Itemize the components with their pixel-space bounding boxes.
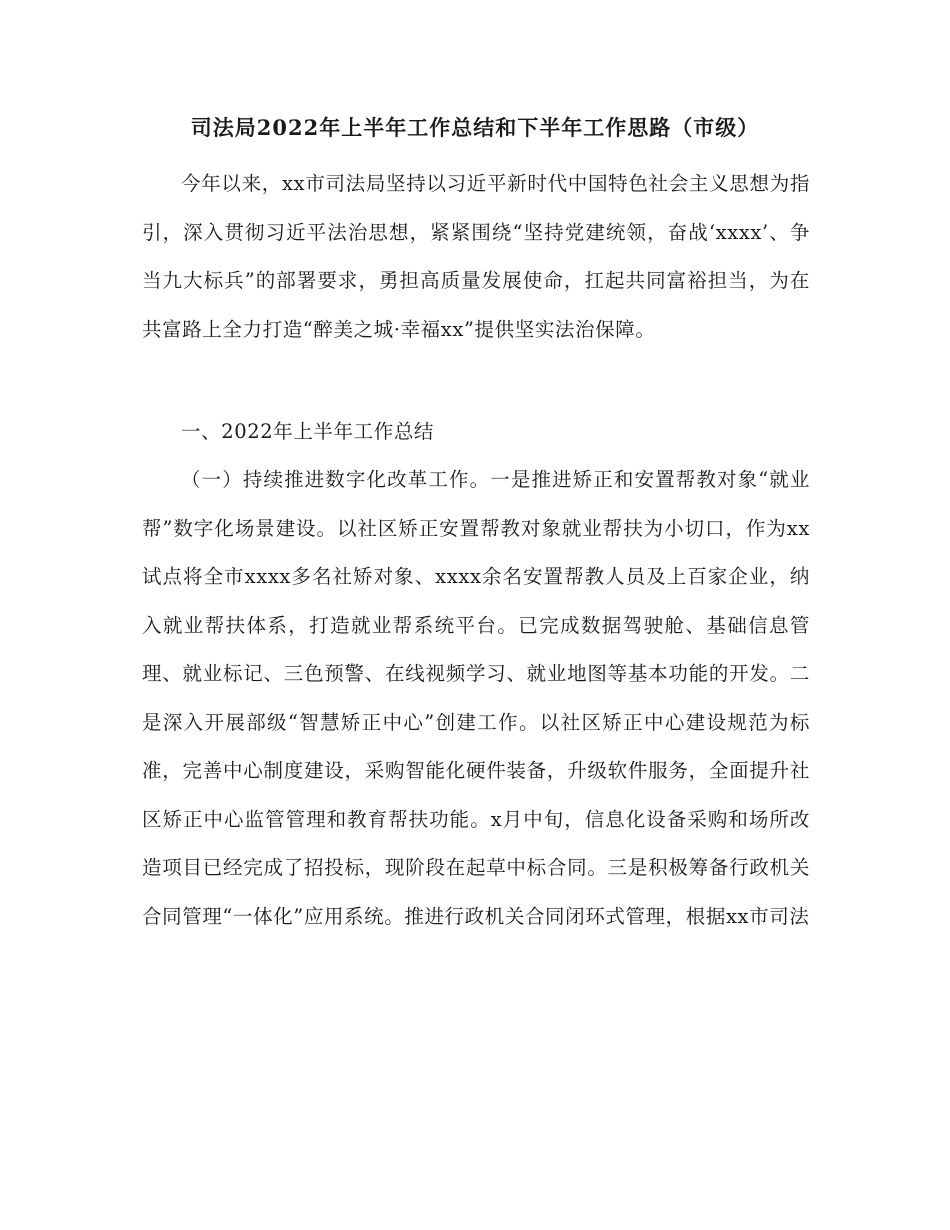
body-paragraph: （一）持续推进数字化改革工作。一是推进矫正和安置帮教对象“就业帮”数字化场景建设。以社区矫正安置帮教对象就业帮扶为小切口，作为xx试点将全市xxxx多名社矫对象、xxxx余名安置帮教人员及上百家企业，纳入就业帮扶体系，打造就业帮系统平台。已完成数据驾驶舱、基础信息管理、就业标记、三色预警、在线视频学习、就业地图等基本功能的开发。二是深入开展部级“智慧矫正中心”创建工作。以社区矫正中心建设规范为标准，完善中心制度建设，采购智能化硬件装备，升级软件服务，全面提升社区矫正中心监管管理和教育帮扶功能。x月中旬，信息化设备采购和场所改造项目已经完成了招投标，现阶段在起草中标合同。三是积极筹备行政机关合同管理“一体化”应用系统。推进行政机关合同闭环式管理，根据xx市司法 (142, 468, 810, 928)
document-title: 司法局2022年上半年工作总结和下半年工作思路（市级） (190, 115, 760, 140)
intro-paragraph: 今年以来，xx市司法局坚持以习近平新时代中国特色社会主义思想为指引，深入贯彻习近平法治思想，紧紧围绕“坚持党建统领，奋战‘xxxx’、争当九大标兵”的部署要求，勇担高质量发展使命，扛起共同富裕担当，为在共富路上全力打造“醉美之城·幸福xx”提供坚实法治保障。 (142, 172, 810, 341)
section-heading: 一、2022年上半年工作总结 (181, 420, 435, 443)
